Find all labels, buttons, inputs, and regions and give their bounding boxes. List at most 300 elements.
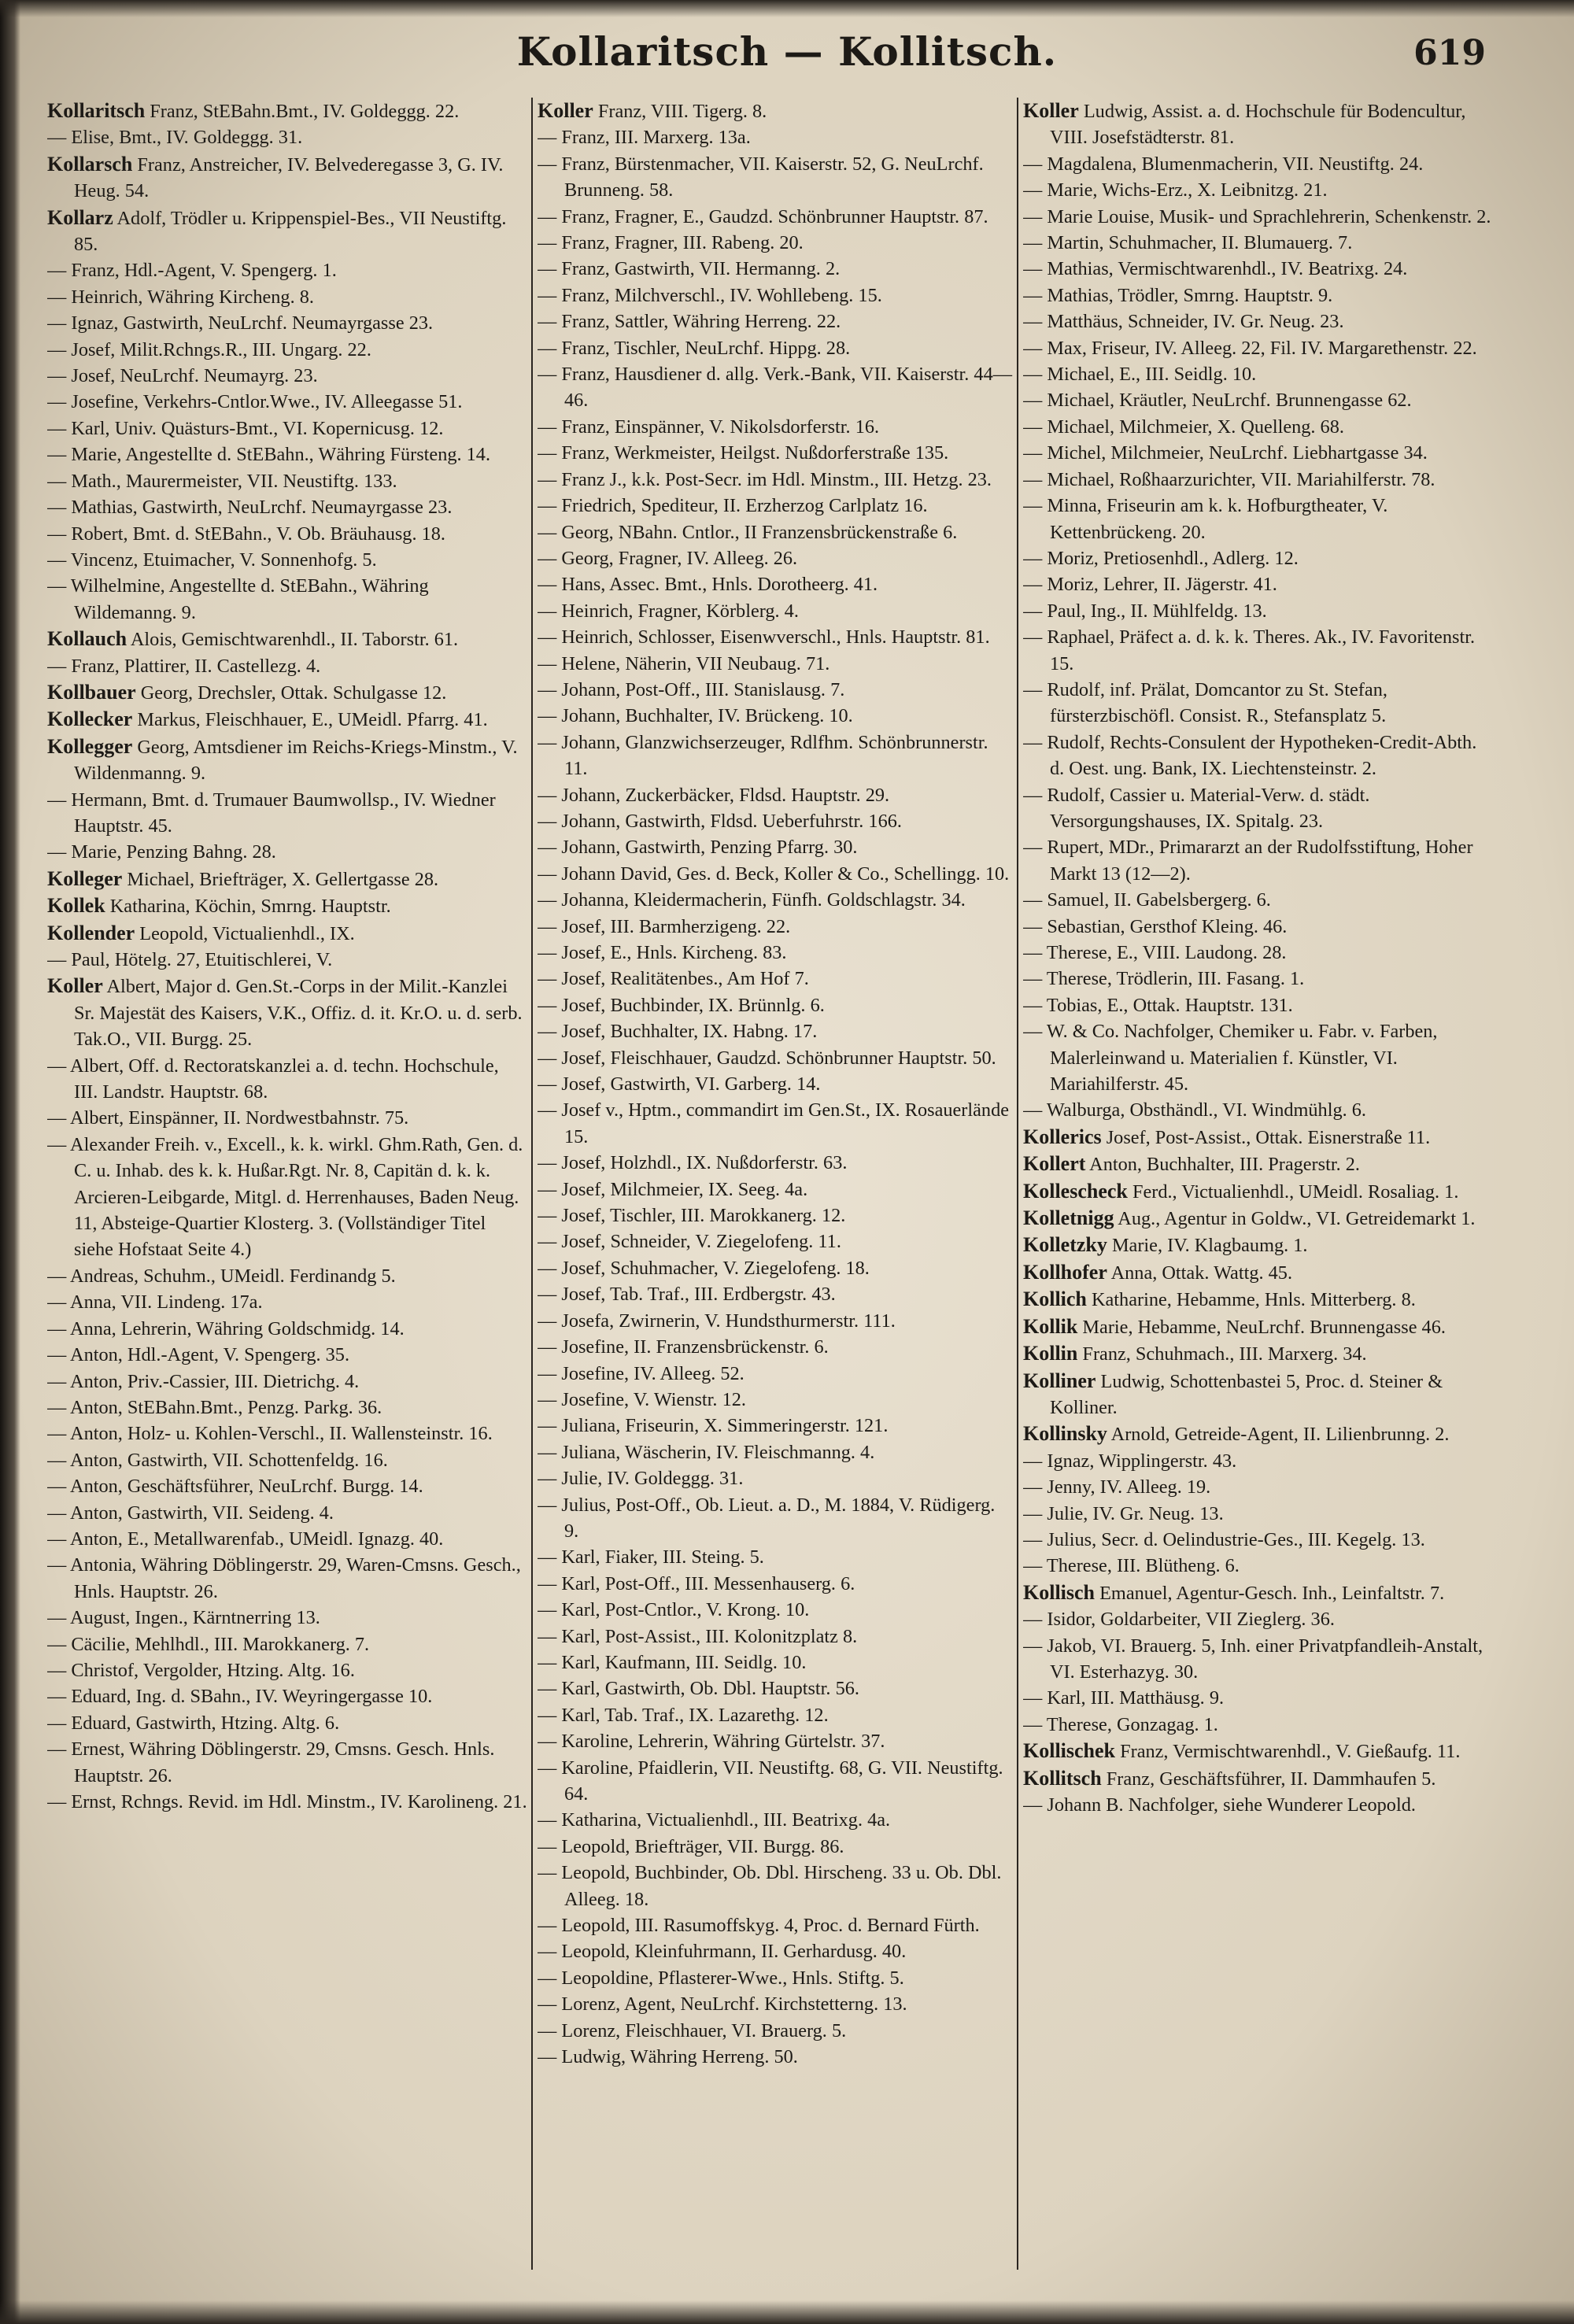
directory-entry [1023, 1606, 1495, 1632]
entry-surname: Kollarsch [47, 152, 133, 176]
entry-text: — Ludwig, Währing Herreng. 50. [538, 2046, 798, 2068]
entry-text: — Josef, Milit.Rchngs.R., III. Ungarg. 22. [47, 338, 371, 360]
entry-text: — Anton, E., Metallwarenfab., UMeidl. Ignazg. 40. [47, 1528, 444, 1550]
directory-entry [538, 1203, 1014, 1229]
entry-text: — Karl, Gastwirth, Ob. Dbl. Hauptstr. 56. [538, 1678, 859, 1700]
directory-entry [538, 1018, 1014, 1044]
entry-text: — Rudolf, inf. Prälat, Domcantor zu St. Stefan, fürsterzbischöfl. Consist. R., Stefansplatz 5. [1023, 678, 1387, 727]
directory-entry [538, 1045, 1014, 1071]
entry-text: — Ignaz, Gastwirth, NeuLrchf. Neumayrgasse 23. [47, 312, 434, 334]
directory-entry [538, 98, 1014, 124]
entry-text: — Christof, Vergolder, Htzing. Altg. 16. [47, 1659, 355, 1681]
directory-entry [538, 1597, 1014, 1623]
entry-text: — Karl, Univ. Quästurs-Bmt., VI. Kopernicusg. 12. [47, 417, 444, 439]
directory-entry [47, 1789, 527, 1815]
directory-entry [47, 389, 527, 415]
entry-text: — Mathias, Trödler, Smrng. Hauptstr. 9. [1023, 284, 1333, 306]
entry-text: — Julius, Post-Off., Ob. Lieut. a. D., M. 1884, V. Rüdigerg. 9. [538, 1494, 996, 1542]
entry-surname: Kollerics [1023, 1125, 1102, 1148]
directory-entry [47, 468, 527, 494]
entry-text: — Andreas, Schuhm., UMeidl. Ferdinandg 5. [47, 1265, 396, 1287]
entry-text: — Paul, Hötelg. 27, Etuitischlerei, V. [47, 949, 333, 970]
directory-entry [538, 440, 1014, 466]
directory-entry [1023, 256, 1495, 282]
entry-text: — Rupert, MDr., Primararzt an der Rudolfsstiftung, Hoher Markt 13 (12—2). [1023, 837, 1473, 885]
directory-entry [538, 966, 1014, 992]
entry-text: — Karoline, Lehrerin, Währing Gürtelstr. 37. [538, 1731, 885, 1753]
entry-text: Franz, VIII. Tigerg. 8. [593, 101, 767, 122]
directory-entry [538, 861, 1014, 887]
directory-entry [47, 442, 527, 467]
entry-text: Franz, Geschäftsführer, II. Dammhaufen 5. [1101, 1768, 1436, 1790]
entry-text: — Anton, Hdl.-Agent, V. Spengerg. 35. [47, 1344, 350, 1366]
directory-entry [47, 706, 527, 733]
entry-text: Josef, Post-Assist., Ottak. Eisnerstraße 11. [1101, 1126, 1431, 1148]
column-rule [1017, 98, 1018, 2270]
scan-shadow-left [0, 0, 20, 2324]
directory-entry [1023, 361, 1495, 387]
directory-entry [538, 1465, 1014, 1491]
entry-text: — Vincenz, Etuimacher, V. Sonnenhofg. 5. [47, 549, 377, 571]
entry-surname: Kollecker [47, 708, 133, 731]
entry-text: — Therese, Gonzagag. 1. [1023, 1713, 1218, 1735]
entry-text: — Albert, Off. d. Rectoratskanzlei a. d. techn. Hochschule, III. Landstr. Hauptstr. 68. [47, 1055, 499, 1103]
entry-text: — Johann David, Ges. d. Beck, Koller & Co., Schellingg. 10. [538, 863, 1010, 885]
directory-entry [1023, 1553, 1495, 1579]
entry-surname: Kollich [1023, 1288, 1087, 1311]
directory-entry [538, 1439, 1014, 1465]
entry-text: Arnold, Getreide-Agent, II. Lilienbrunng. 2. [1107, 1424, 1450, 1446]
directory-entry [1023, 992, 1495, 1018]
directory-entry [538, 493, 1014, 519]
entry-text: — Josef, Buchhalter, IX. Habng. 17. [538, 1021, 818, 1043]
entry-text: — Julie, IV. Goldeggg. 31. [538, 1468, 744, 1490]
entry-text: — Leopold, Kleinfuhrmann, II. Gerhardusg. 40. [538, 1941, 907, 1963]
entry-text: Adolf, Trödler u. Krippenspiel-Bes., VII Neustiftg. 85. [74, 207, 507, 256]
directory-entry [538, 887, 1014, 913]
entry-text: — Therese, III. Blütheng. 6. [1023, 1555, 1240, 1577]
entry-text: — Jenny, IV. Alleeg. 19. [1023, 1476, 1211, 1498]
entry-surname: Kollarz [47, 205, 113, 229]
directory-entry [1023, 1097, 1495, 1123]
directory-entry [538, 808, 1014, 834]
directory-entry [538, 2044, 1014, 2070]
directory-entry [47, 947, 527, 973]
directory-entry [538, 1150, 1014, 1176]
entry-text: — Franz, III. Marxerg. 13a. [538, 127, 751, 149]
entry-text: — Walburga, Obsthändl., VI. Windmühlg. 6. [1023, 1099, 1366, 1121]
directory-entry [538, 677, 1014, 703]
entry-surname: Kollegger [47, 734, 133, 758]
directory-entry [1023, 1765, 1495, 1792]
entry-surname: Kollinsky [1023, 1422, 1107, 1446]
directory-entry [538, 1361, 1014, 1387]
directory-entry [538, 361, 1014, 414]
entry-text: — Leopoldine, Pflasterer-Wwe., Hnls. Stiftg. 5. [538, 1967, 904, 1989]
entry-text: Ludwig, Assist. a. d. Hochschule für Bodencultur, VIII. Josefstädterstr. 81. [1050, 101, 1466, 149]
directory-entry [47, 1631, 527, 1657]
directory-entry [1023, 414, 1495, 440]
directory-entry [47, 205, 527, 258]
entry-surname: Koller [47, 974, 103, 998]
entry-text: — Magdalena, Blumenmacherin, VII. Neustiftg. 24. [1023, 153, 1424, 175]
entry-text: — Franz, Tischler, NeuLrchf. Hippg. 28. [538, 337, 851, 359]
entry-text: — Marie Louise, Musik- und Sprachlehrerin, Schenkenstr. 2. [1023, 205, 1491, 227]
entry-text: Franz, StEBahn.Bmt., IV. Goldeggg. 22. [145, 101, 460, 122]
entry-text: Anton, Buchhalter, III. Pragerstr. 2. [1085, 1154, 1360, 1176]
entry-text: — Max, Friseur, IV. Alleeg. 22, Fil. IV. Margarethenstr. 22. [1023, 337, 1477, 359]
directory-entry [1023, 834, 1495, 887]
entry-text: — Josef, E., Hnls. Kircheng. 83. [538, 942, 787, 963]
directory-entry [1023, 1448, 1495, 1474]
entry-text: — Math., Maurermeister, VII. Neustiftg. 133. [47, 470, 397, 492]
entry-text: — Martin, Schuhmacher, II. Blumauerg. 7. [1023, 232, 1353, 254]
directory-entry [47, 1289, 527, 1315]
directory-entry [47, 1736, 527, 1789]
directory-entry [47, 1421, 527, 1446]
directory-entry [47, 494, 527, 520]
directory-entry [538, 598, 1014, 624]
entry-text: Aug., Agentur in Goldw., VI. Getreidemarkt 1. [1114, 1208, 1476, 1230]
entry-text: Anna, Ottak. Wattg. 45. [1107, 1262, 1293, 1284]
directory-entry [47, 839, 527, 865]
entry-surname: Kolletzky [1023, 1233, 1107, 1257]
directory-entry [538, 1834, 1014, 1860]
entry-text: — Therese, Trödlerin, III. Fasang. 1. [1023, 968, 1305, 990]
entry-surname: Kollin [1023, 1342, 1078, 1365]
directory-entry [538, 2018, 1014, 2044]
directory-entry [538, 519, 1014, 545]
entry-text: — Josefine, IV. Alleeg. 52. [538, 1362, 745, 1384]
entry-text: — Franz, Fragner, III. Rabeng. 20. [538, 232, 804, 254]
entry-text: — Ignaz, Wipplingerstr. 43. [1023, 1450, 1237, 1472]
entry-text: — Karl, Post-Assist., III. Kolonitzplatz 8. [538, 1625, 858, 1647]
entry-text: — Hermann, Bmt. d. Trumauer Baumwollsp., IV. Wiedner Hauptstr. 45. [47, 789, 496, 837]
directory-entry [538, 1097, 1014, 1150]
directory-entry [1023, 1685, 1495, 1711]
entry-text: — Lorenz, Fleischhauer, VI. Brauerg. 5. [538, 2019, 847, 2041]
directory-entry [47, 521, 527, 547]
entry-text: — Leopold, Briefträger, VII. Burgg. 86. [538, 1835, 844, 1857]
entry-surname: Kollbauer [47, 680, 136, 704]
entry-text: — Mathias, Gastwirth, NeuLrchf. Neumayrgasse 23. [47, 497, 453, 519]
directory-entry [538, 1387, 1014, 1413]
directory-entry [47, 1657, 527, 1683]
entry-text: — Josef, NeuLrchf. Neumayrg. 23. [47, 365, 318, 387]
entry-text: — Robert, Bmt. d. StEBahn., V. Ob. Bräuhausg. 18. [47, 523, 445, 545]
entry-text: — Karl, Kaufmann, III. Seidlg. 10. [538, 1651, 807, 1673]
directory-entry [1023, 1018, 1495, 1097]
entry-text: — Michel, Milchmeier, NeuLrchf. Liebhartgasse 34. [1023, 442, 1428, 464]
directory-entry [47, 124, 527, 150]
entry-text: — Sebastian, Gersthof Kleing. 46. [1023, 915, 1288, 937]
entry-text: — Franz J., k.k. Post-Secr. im Hdl. Minstm., III. Hetzg. 23. [538, 468, 992, 490]
entry-surname: Kollitsch [1023, 1766, 1102, 1790]
entry-text: — Michael, E., III. Seidlg. 10. [1023, 364, 1257, 386]
entry-surname: Koller [538, 99, 593, 122]
directory-entry [538, 1912, 1014, 1938]
directory-entry [47, 1683, 527, 1709]
entry-text: — Johann, Zuckerbäcker, Fldsd. Hauptstr. 29. [538, 784, 890, 806]
entry-text: — Marie, Penzing Bahng. 28. [47, 841, 276, 863]
directory-entry [47, 733, 527, 787]
directory-entry [1023, 493, 1495, 545]
directory-entry [1023, 151, 1495, 177]
entry-text: — Johanna, Kleidermacherin, Fünfh. Goldschlagstr. 34. [538, 889, 966, 911]
entry-text: Markus, Fleischhauer, E., UMeidl. Pfarrg. 41. [132, 709, 488, 731]
entry-text: — Josefa, Zwirnerin, V. Hundsthurmerstr. 111. [538, 1310, 896, 1332]
directory-entry [1023, 571, 1495, 597]
directory-entry [47, 653, 527, 679]
entry-surname: Kollhofer [1023, 1260, 1107, 1284]
entry-text: — Rudolf, Cassier u. Material-Verw. d. städt. Versorgungshauses, IX. Spitalg. 23. [1023, 784, 1370, 832]
entry-text: — Franz, Hdl.-Agent, V. Spengerg. 1. [47, 260, 337, 282]
directory-entry [538, 914, 1014, 940]
column-3 [1023, 98, 1495, 2270]
directory-entry [538, 1334, 1014, 1360]
entry-text: — Johann, Buchhalter, IV. Brückeng. 10. [538, 705, 853, 727]
entry-text: — Karl, Tab. Traf., IX. Lazarethg. 12. [538, 1704, 829, 1726]
entry-surname: Kollek [47, 894, 105, 918]
entry-text: — Michael, Kräutler, NeuLrchf. Brunnengasse 62. [1023, 390, 1412, 412]
directory-entry [47, 1710, 527, 1736]
entry-text: — Jakob, VI. Brauerg. 5, Inh. einer Privatpfandleih-Anstalt, VI. Esterhazyg. 30. [1023, 1635, 1483, 1683]
directory-entry [47, 573, 527, 626]
entry-text: — Franz, Fragner, E., Gaudzd. Schönbrunner Hauptstr. 87. [538, 205, 988, 227]
directory-entry [538, 467, 1014, 493]
entry-text: — Josef, Tischler, III. Marokkanerg. 12. [538, 1205, 846, 1227]
running-head: Kollaritsch — Kollitsch. [516, 28, 1058, 75]
directory-entry [538, 782, 1014, 808]
directory-entry [47, 1316, 527, 1342]
directory-entry [47, 679, 527, 706]
directory-entry [1023, 1124, 1495, 1151]
directory-entry [538, 1229, 1014, 1254]
entry-text: Michael, Briefträger, X. Gellertgasse 28. [122, 868, 439, 890]
directory-entry [538, 992, 1014, 1018]
directory-entry [538, 151, 1014, 204]
directory-entry [538, 1492, 1014, 1545]
directory-entry [538, 834, 1014, 860]
directory-entry [1023, 1286, 1495, 1313]
entry-text: — Johann, Gastwirth, Penzing Pfarrg. 30. [538, 837, 858, 859]
entry-text: — Johann, Gastwirth, Fldsd. Ueberfuhrstr. 166. [538, 810, 902, 832]
directory-entry [1023, 1633, 1495, 1686]
entry-text: — Johann, Glanzwichserzeuger, Rdlfhm. Schönbrunnerstr. 11. [538, 731, 988, 780]
directory-entry [47, 1053, 527, 1106]
directory-entry [1023, 624, 1495, 677]
entry-text: — Julie, IV. Gr. Neug. 13. [1023, 1502, 1224, 1524]
entry-text: — Heinrich, Währing Kircheng. 8. [47, 286, 314, 308]
directory-entry [47, 1342, 527, 1368]
entry-text: Alois, Gemischtwarenhdl., II. Taborstr. 61. [127, 629, 459, 651]
directory-entry [538, 1728, 1014, 1754]
entry-text: — Josefine, V. Wienstr. 12. [538, 1388, 746, 1410]
directory-entry [538, 1860, 1014, 1912]
directory-entry [538, 1938, 1014, 1964]
directory-entry [1023, 1738, 1495, 1764]
directory-entry [538, 309, 1014, 334]
directory-entry [47, 973, 527, 1052]
entry-text: — Josef, Gastwirth, VI. Garberg. 14. [538, 1073, 821, 1095]
entry-text: Marie, IV. Klagbaumg. 1. [1107, 1235, 1308, 1257]
directory-entry [538, 1755, 1014, 1808]
entry-text: — Mathias, Vermischtwarenhdl., IV. Beatrixg. 24. [1023, 258, 1408, 280]
directory-entry [1023, 283, 1495, 309]
entry-text: — Antonia, Währing Döblingerstr. 29, Waren-Cmsns. Gesch., Hnls. Hauptstr. 26. [47, 1554, 521, 1602]
directory-entry [538, 1413, 1014, 1439]
directory-entry [1023, 545, 1495, 571]
directory-entry [47, 1447, 527, 1473]
entry-text: — Josef, Schneider, V. Ziegelofeng. 11. [538, 1231, 841, 1253]
entry-text: — Leopold, III. Rasumoffskyg. 4, Proc. d. Bernard Fürth. [538, 1915, 980, 1937]
directory-entry [1023, 387, 1495, 413]
directory-entry [538, 703, 1014, 729]
entry-text: — Franz, Bürstenmacher, VII. Kaiserstr. 52, G. NeuLrchf. Brunneng. 58. [538, 153, 984, 201]
entry-text: — Johann B. Nachfolger, siehe Wunderer Leopold. [1023, 1794, 1416, 1816]
directory-entry [1023, 1368, 1495, 1421]
entry-text: — Marie, Wichs-Erz., X. Leibnitzg. 21. [1023, 179, 1328, 201]
entry-text: — Josef, Realitätenbes., Am Hof 7. [538, 968, 809, 990]
entry-surname: Kollescheck [1023, 1179, 1128, 1203]
entry-text: — Samuel, II. Gabelsbergerg. 6. [1023, 889, 1271, 911]
entry-surname: Kollischek [1023, 1739, 1116, 1763]
entry-text: — Heinrich, Fragner, Körblerg. 4. [538, 600, 799, 622]
directory-entry [1023, 730, 1495, 782]
directory-entry [1023, 440, 1495, 466]
entry-text: Emanuel, Agentur-Gesch. Inh., Leinfaltstr. 7. [1095, 1582, 1445, 1604]
entry-text: — Anna, VII. Lindeng. 17a. [47, 1291, 263, 1313]
directory-entry [538, 545, 1014, 571]
directory-entry [1023, 1205, 1495, 1232]
entry-surname: Koller [1023, 99, 1079, 122]
scan-shadow-bottom [0, 2300, 1574, 2324]
directory-entry [538, 1650, 1014, 1676]
entry-text: — Karl, III. Matthäusg. 9. [1023, 1687, 1225, 1709]
entry-surname: Kollaritsch [47, 99, 146, 122]
entry-text: — Josef, Buchbinder, IX. Brünnlg. 6. [538, 994, 825, 1016]
directory-entry [47, 1105, 527, 1131]
entry-text: — Katharina, Victualienhdl., III. Beatrixg. 4a. [538, 1809, 891, 1831]
entry-text: — Josefine, Verkehrs-Cntlor.Wwe., IV. Alleegasse 51. [47, 391, 463, 413]
entry-text: Katharina, Köchin, Smrng. Hauptstr. [105, 896, 391, 918]
entry-text: — Anton, StEBahn.Bmt., Penzg. Parkg. 36. [47, 1396, 382, 1418]
entry-text: — Heinrich, Schlosser, Eisenwverschl., Hnls. Hauptstr. 81. [538, 626, 990, 648]
directory-entry [47, 866, 527, 892]
scan-shadow-top [0, 0, 1574, 17]
entry-text: Marie, Hebamme, NeuLrchf. Brunnengasse 46. [1077, 1316, 1446, 1338]
entry-text: Leopold, Victualienhdl., IX. [135, 922, 355, 944]
directory-entry [538, 230, 1014, 256]
entry-text: — Tobias, E., Ottak. Hauptstr. 131. [1023, 994, 1293, 1016]
entry-text: — Georg, Fragner, IV. Alleeg. 26. [538, 547, 798, 569]
entry-text: Franz, Vermischtwarenhdl., V. Gießaufg. 11. [1115, 1741, 1461, 1763]
directory-entry [47, 1473, 527, 1499]
entry-text: Ludwig, Schottenbastei 5, Proc. d. Steiner & Kolliner. [1050, 1370, 1443, 1418]
directory-entry [47, 1132, 527, 1263]
directory-entry [1023, 782, 1495, 835]
directory-entry [538, 940, 1014, 966]
directory-entry [1023, 335, 1495, 361]
directory-entry [47, 337, 527, 363]
entry-text: — Josef, Fleischhauer, Gaudzd. Schönbrunner Hauptstr. 50. [538, 1047, 996, 1069]
directory-entry [47, 284, 527, 310]
directory-entry [47, 892, 527, 919]
entry-surname: Kolletnigg [1023, 1206, 1114, 1230]
entry-text: — Ernst, Rchngs. Revid. im Hdl. Minstm., IV. Karolineng. 21. [47, 1791, 527, 1812]
entry-text: Georg, Amtsdiener im Reichs-Kriegs-Minstm., V. Wildenmanng. 9. [74, 736, 518, 785]
directory-entry [538, 651, 1014, 677]
entry-text: — Franz, Hausdiener d. allg. Verk.-Bank, VII. Kaiserstr. 44—46. [538, 364, 1013, 412]
entry-text: — Julius, Secr. d. Oelindustrie-Ges., III. Kegelg. 13. [1023, 1528, 1425, 1550]
directory-entry [1023, 1712, 1495, 1738]
column-rule [531, 98, 533, 2270]
directory-entry [1023, 1501, 1495, 1527]
column-1 [47, 98, 527, 2270]
directory-entry [1023, 309, 1495, 334]
entry-text: — Matthäus, Schneider, IV. Gr. Neug. 23. [1023, 311, 1344, 333]
directory-entry [538, 256, 1014, 282]
entry-text: — Franz, Einspänner, V. Nikolsdorferstr. 16. [538, 416, 880, 438]
entry-text: — Michael, Roßhaarzurichter, VII. Mariahilferstr. 78. [1023, 468, 1435, 490]
directory-entry [538, 730, 1014, 782]
entry-text: — Franz, Werkmeister, Heilgst. Nußdorferstraße 135. [538, 442, 949, 464]
directory-entry [538, 571, 1014, 597]
entry-surname: Kollert [1023, 1152, 1086, 1176]
directory-entry [47, 1395, 527, 1421]
entry-text: — Josef, Holzhdl., IX. Nußdorferstr. 63. [538, 1152, 848, 1174]
directory-entry [1023, 1421, 1495, 1447]
directory-entry [1023, 467, 1495, 493]
directory-entry [1023, 98, 1495, 151]
entry-text: Georg, Drechsler, Ottak. Schulgasse 12. [135, 682, 447, 704]
entry-text: — Raphael, Präfect a. d. k. k. Theres. Ak., IV. Favoritenstr. 15. [1023, 626, 1476, 674]
directory-entry [538, 1807, 1014, 1833]
entry-text: — Josef, Tab. Traf., III. Erdbergstr. 43. [538, 1284, 836, 1306]
directory-entry [1023, 230, 1495, 256]
directory-entry [1023, 1580, 1495, 1606]
directory-entry [538, 414, 1014, 440]
entry-surname: Kolliner [1023, 1369, 1096, 1392]
entry-surname: Kollik [1023, 1314, 1078, 1338]
entry-text: — Anna, Lehrerin, Währing Goldschmidg. 14. [47, 1317, 405, 1339]
entry-text: — Isidor, Goldarbeiter, VII Zieglerg. 36. [1023, 1609, 1335, 1631]
entry-text: — Anton, Holz- u. Kohlen-Verschl., II. Wallensteinstr. 16. [47, 1423, 493, 1445]
entry-text: — Minna, Friseurin am k. k. Hofburgtheater, V. Kettenbrückeng. 20. [1023, 495, 1388, 543]
directory-entry [1023, 1340, 1495, 1367]
directory-entry [47, 257, 527, 283]
entry-text: — Marie, Angestellte d. StEBahn., Währing Fürsteng. 14. [47, 444, 491, 466]
entry-text: — Ernest, Währing Döblingerstr. 29, Cmsns. Gesch. Hnls. Hauptstr. 26. [47, 1738, 495, 1786]
entry-text: Ferd., Victualienhdl., UMeidl. Rosaliag. 1. [1127, 1180, 1459, 1203]
entry-text: — Johann, Post-Off., III. Stanislausg. 7. [538, 678, 845, 700]
entry-text: — Rudolf, Rechts-Consulent der Hypotheken-Credit-Abth. d. Oest. ung. Bank, IX. Liechtensteinstr. 2. [1023, 731, 1477, 780]
directory-entry [47, 310, 527, 336]
directory-entry [1023, 1474, 1495, 1500]
directory-entry [47, 1605, 527, 1631]
entry-text: — Josef, Milchmeier, IX. Seeg. 4a. [538, 1178, 808, 1200]
directory-entry [538, 1544, 1014, 1570]
directory-entry [538, 283, 1014, 309]
directory-entry [538, 124, 1014, 150]
entry-text: — Georg, NBahn. Cntlor., II Franzensbrückenstraße 6. [538, 521, 958, 543]
entry-text: — Franz, Gastwirth, VII. Hermanng. 2. [538, 258, 841, 280]
directory-entry [538, 1965, 1014, 1991]
directory-entry [1023, 1792, 1495, 1818]
entry-text: — Michael, Milchmeier, X. Quelleng. 68. [1023, 416, 1344, 438]
entry-text: — Moriz, Pretiosenhdl., Adlerg. 12. [1023, 547, 1299, 569]
directory-entry [1023, 598, 1495, 624]
